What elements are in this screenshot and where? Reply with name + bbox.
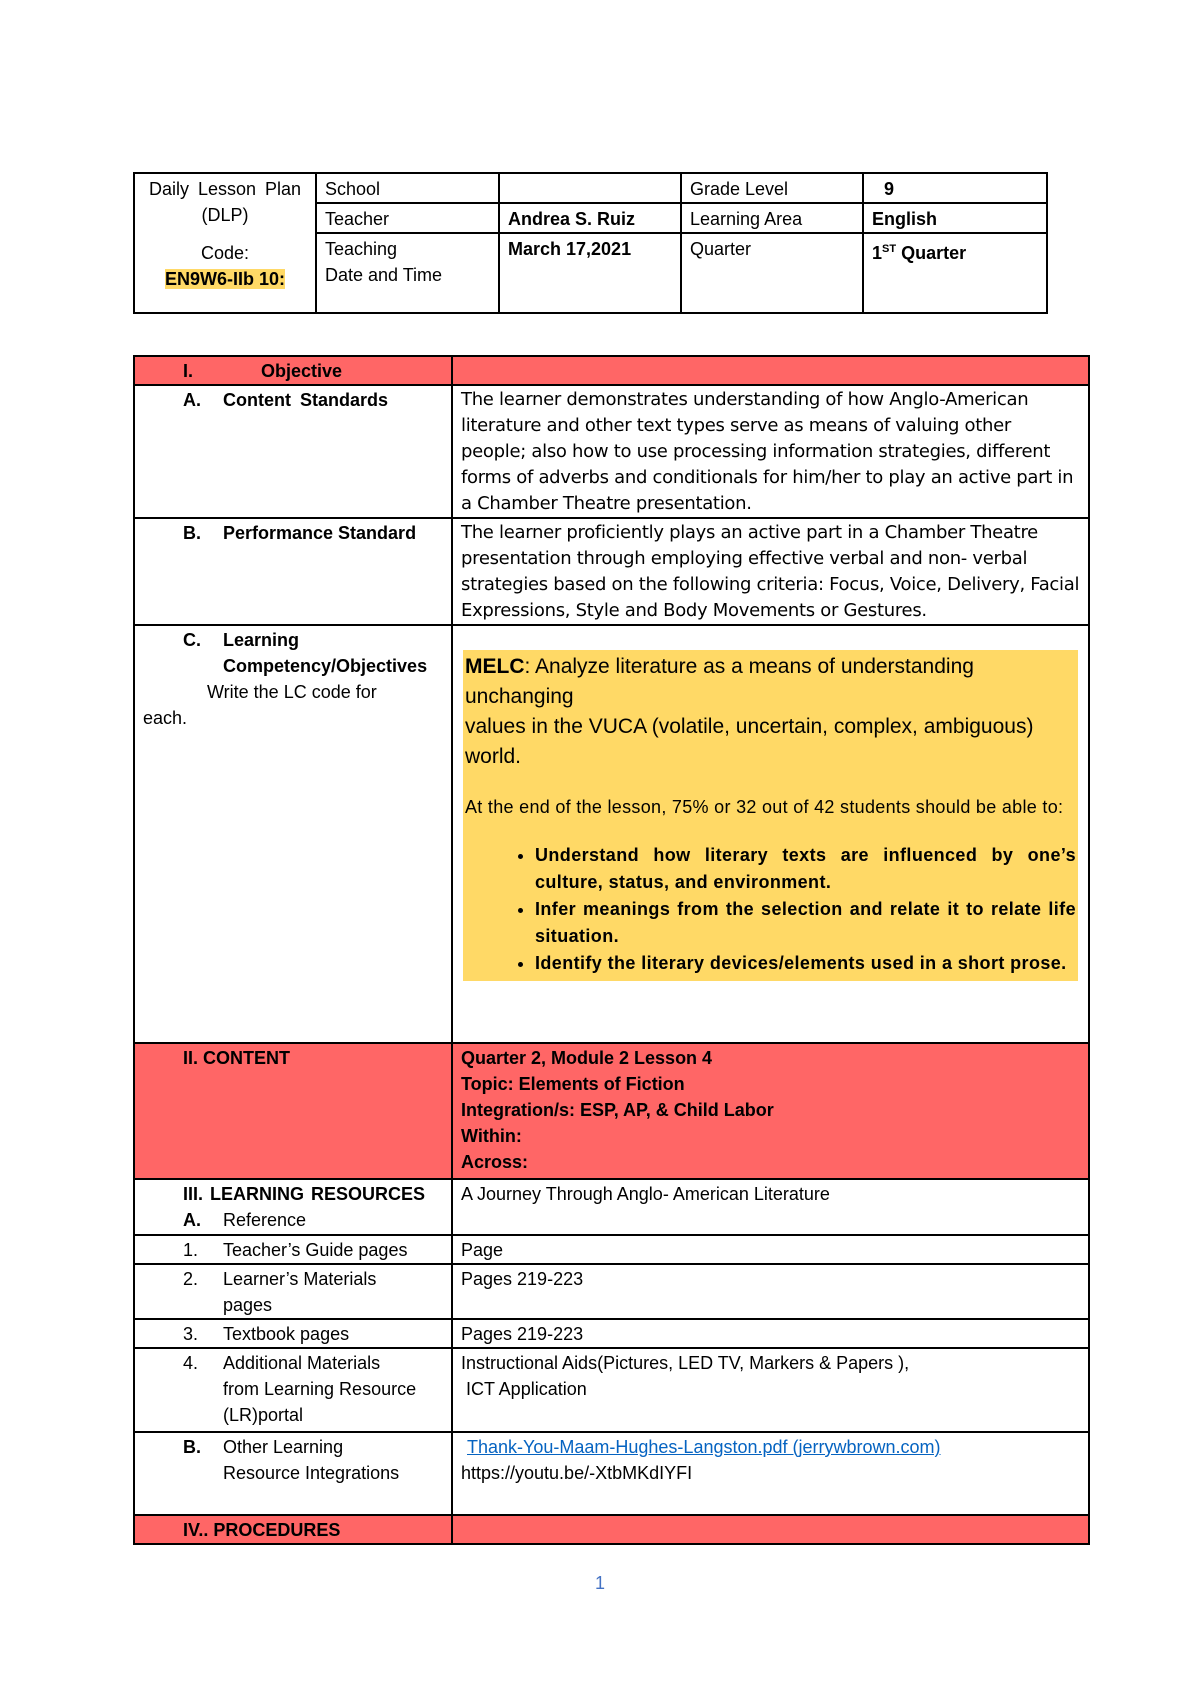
learners-materials-row — [134, 1264, 1089, 1319]
additional-materials-value-2: ICT Application — [461, 1379, 587, 1399]
other-resources-row — [134, 1432, 1089, 1515]
learning-competency-row — [134, 625, 1089, 1043]
content-row — [134, 1043, 1089, 1179]
other-resources-letter: B. — [183, 1437, 201, 1457]
learning-competency-label-2: Competency/Objectives — [223, 656, 428, 676]
date-label-line1: Teaching — [325, 239, 398, 259]
melc-text-2: values in the VUCA (volatile, uncertain, complex, ambiguous) world. — [465, 715, 1034, 768]
teacher-value: Andrea S. Ruiz — [499, 203, 681, 233]
content-across: Across: — [461, 1152, 529, 1172]
additional-materials-label: Additional Materials — [223, 1353, 381, 1373]
dlp-abbrev: (DLP) — [201, 205, 249, 225]
textbook-row — [134, 1319, 1089, 1348]
pdf-link[interactable]: Thank-You-Maam-Hughes-Langston.pdf (jerrywbrown.com) — [467, 1437, 941, 1457]
other-resources-value — [452, 1432, 1089, 1515]
content-standards-label: Content Standards — [223, 390, 389, 410]
content-label: II. CONTENT — [134, 1043, 452, 1179]
grade-label: Grade Level — [681, 173, 863, 203]
resources-label-cell — [134, 1179, 452, 1235]
content-standards-label-cell — [134, 385, 452, 518]
content-topic: Topic: Elements of Fiction — [461, 1074, 685, 1094]
textbook-num: 3. — [183, 1324, 199, 1344]
procedures-row — [134, 1515, 1089, 1544]
melc-label: MELC — [465, 655, 525, 678]
school-label: School — [316, 173, 499, 203]
learning-competency-label-4: each. — [143, 708, 188, 728]
quarter-num: 1 — [872, 243, 883, 263]
teacher-label: Teacher — [316, 203, 499, 233]
quarter-text: Quarter — [896, 243, 967, 263]
grade-value: 9 — [863, 173, 1047, 203]
reference-label: Reference — [223, 1210, 307, 1230]
performance-standard-row — [134, 518, 1089, 625]
content-quarter: Quarter 2, Module 2 Lesson 4 — [461, 1048, 713, 1068]
melc-text: : Analyze literature as a means of understanding unchanging — [465, 655, 974, 708]
objective-roman: I. — [183, 361, 194, 381]
date-value: March 17,2021 — [499, 233, 681, 313]
performance-standard-label-cell — [134, 518, 452, 625]
objective-item: • Identify the literary devices/elements used in a short prose. — [535, 950, 1076, 977]
melc-highlight-box — [463, 650, 1078, 981]
content-details — [452, 1043, 1089, 1179]
learners-materials-label: Learner’s Materials — [223, 1269, 377, 1289]
header-table — [133, 172, 1048, 314]
date-label-line2: Date and Time — [325, 265, 443, 285]
additional-materials-num: 4. — [183, 1353, 199, 1373]
teachers-guide-num: 1. — [183, 1240, 199, 1260]
reference-value: A Journey Through Anglo- American Literature — [452, 1179, 1089, 1235]
textbook-label-cell — [134, 1319, 452, 1348]
lesson-plan-table — [133, 355, 1090, 1545]
learning-competency-letter: C. — [183, 630, 201, 650]
other-resources-label-cell — [134, 1432, 452, 1515]
content-standards-letter: A. — [183, 390, 201, 410]
learners-materials-value: Pages 219-223 — [452, 1264, 1089, 1319]
content-standards-row — [134, 385, 1089, 518]
learning-competency-label-3: Write the LC code for — [207, 682, 377, 702]
resources-label: III. LEARNING RESOURCES — [183, 1184, 426, 1204]
textbook-value: Pages 219-223 — [452, 1319, 1089, 1348]
objective-title: Objective — [261, 361, 343, 381]
additional-materials-value-1: Instructional Aids(Pictures, LED TV, Markers & Papers ), — [461, 1353, 910, 1373]
objective-item: • Infer meanings from the selection and relate it to relate life situation. — [535, 896, 1076, 950]
quarter-label: Quarter — [681, 233, 863, 313]
date-label — [316, 233, 499, 313]
objective-header-blank — [452, 356, 1089, 385]
dlp-cell — [134, 173, 316, 313]
reference-letter: A. — [183, 1210, 201, 1230]
objective-intro: At the end of the lesson, 75% or 32 out of 42 students should be able to: — [465, 797, 1064, 817]
performance-standard-text: The learner proficiently plays an active part in a Chamber Theatre presentation through employing effective verbal and non- verbal strategies based on the following criteria: Focus, Voice, Delivery, Facial Expressions, Style and Body Movements or Gestures. — [452, 518, 1089, 625]
procedures-label: IV.. PROCEDURES — [134, 1515, 452, 1544]
performance-standard-label: Performance Standard — [223, 523, 417, 543]
content-standards-text: The learner demonstrates understanding of how Anglo-American literature and other text types serve as means of valuing other people; also how to use processing information strategies, different forms of adverbs and conditionals for him/her to play an active part in a Chamber Theatre presentation. — [452, 385, 1089, 518]
quarter-value — [863, 233, 1047, 313]
code-label: Code: — [200, 243, 250, 263]
performance-standard-letter: B. — [183, 523, 201, 543]
additional-materials-label-cell — [134, 1348, 452, 1432]
melc-statement — [465, 652, 1076, 712]
learning-competency-content — [452, 625, 1089, 1043]
additional-materials-row — [134, 1348, 1089, 1432]
school-value — [499, 173, 681, 203]
textbook-label: Textbook pages — [223, 1324, 350, 1344]
dlp-label: Daily Lesson Plan — [148, 179, 302, 199]
learners-materials-label-2: pages — [223, 1295, 273, 1315]
additional-materials-label-3: (LR)portal — [223, 1405, 304, 1425]
area-label: Learning Area — [681, 203, 863, 233]
teachers-guide-label: Teacher’s Guide pages — [223, 1240, 408, 1260]
page-number: 1 — [594, 1573, 605, 1593]
code-value: EN9W6-IIb 10: — [164, 269, 286, 289]
teachers-guide-label-cell — [134, 1235, 452, 1264]
learning-competency-label-1: Learning — [223, 630, 300, 650]
procedures-blank — [452, 1515, 1089, 1544]
objective-heading — [134, 356, 452, 385]
teachers-guide-value: Page — [452, 1235, 1089, 1264]
additional-materials-value — [452, 1348, 1089, 1432]
content-integration: Integration/s: ESP, AP, & Child Labor — [461, 1100, 774, 1120]
resources-row — [134, 1179, 1089, 1235]
other-resources-label-2: Resource Integrations — [223, 1463, 400, 1483]
learners-materials-label-cell — [134, 1264, 452, 1319]
learning-competency-label-cell — [134, 625, 452, 1043]
content-within: Within: — [461, 1126, 522, 1146]
additional-materials-label-2: from Learning Resource — [223, 1379, 417, 1399]
objective-header-row — [134, 356, 1089, 385]
learners-materials-num: 2. — [183, 1269, 199, 1289]
other-resources-label: Other Learning — [223, 1437, 344, 1457]
youtube-url[interactable]: https://youtu.be/-XtbMKdIYFI — [461, 1463, 693, 1483]
quarter-sup: ST — [882, 243, 897, 255]
objective-item: • Understand how literary texts are influenced by one’s culture, status, and environment. — [535, 842, 1076, 896]
teachers-guide-row — [134, 1235, 1089, 1264]
area-value: English — [863, 203, 1047, 233]
objective-list — [465, 842, 1076, 977]
